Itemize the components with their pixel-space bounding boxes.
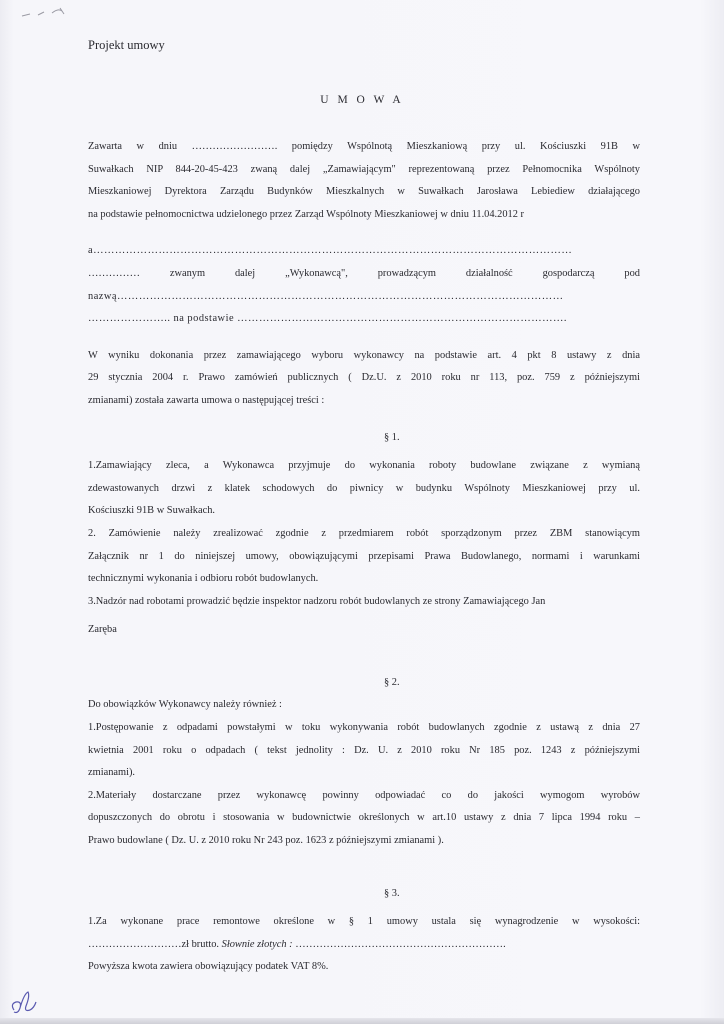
section-2-text: 1.Postępowanie z odpadami powstałymi w toku wykonywania robót budowlanych zgodnie z ustawą z dnia 27 bbox=[88, 722, 640, 734]
section-2-text: 2.Materiały dostarczane przez wykonawcę powinny odpowiadać co do jakości wymogom wyrobów bbox=[88, 789, 640, 801]
preamble-line: W wyniku dokonania przez zamawiającego wyboru wykonawcy na podstawie art. 4 pkt 8 ustawy z dnia bbox=[88, 349, 640, 361]
party-line: ………………….. na podstawie ………………………………………………………………………………. bbox=[88, 313, 567, 325]
document-header: Projekt umowy bbox=[88, 38, 165, 52]
section-3-heading: § 3. bbox=[384, 887, 400, 899]
intro-line: na podstawie pełnomocnictwa udzielonego przez Zarząd Wspólnoty Mieszkaniowej w dniu 11.04.2012 r bbox=[88, 208, 524, 220]
document-title: U M O W A bbox=[320, 94, 404, 106]
section-3-amount-line bbox=[88, 934, 640, 957]
page-edge bbox=[0, 1018, 724, 1024]
section-1-text: Załącznik nr 1 do niniejszej umowy, obowiązującymi przepisami Prawa Budowlanego, normami i warunkami bbox=[88, 550, 640, 562]
party-line: a…………………………………………………………………………………………………………………… bbox=[88, 245, 573, 257]
party-line: nazwą…………………………………………………………………………………………………………… bbox=[88, 290, 564, 302]
section-1-text: Kościuszki 91B w Suwałkach. bbox=[88, 505, 215, 517]
amount-words-label: Słownie złotych : bbox=[221, 938, 293, 950]
section-1-text: zdewastowanych drzwi z klatek schodowych do piwnicy w budynku Wspólnoty Mieszkaniowej przy ul. bbox=[88, 482, 640, 494]
section-1-text: 1.Zamawiający zleca, a Wykonawca przyjmuje do wykonania roboty budowlane związane z wymianą bbox=[88, 460, 640, 472]
section-2-heading: § 2. bbox=[384, 676, 400, 688]
intro-line: Suwałkach NIP 844-20-45-423 zwaną dalej „Zamawiającym" reprezentowaną przez Pełnomocnika Wspólnoty bbox=[88, 163, 640, 175]
section-1-text: technicznymi wykonania i odbioru robót budowlanych. bbox=[88, 573, 319, 585]
section-1-text: Zaręba bbox=[88, 624, 117, 636]
section-2-text: Prawo budowlane ( Dz. U. z 2010 roku Nr 243 poz. 1623 z późniejszymi zmianami ). bbox=[88, 835, 444, 847]
section-1-text: 3.Nadzór nad robotami prowadzić będzie inspektor nadzoru robót budowlanych ze strony Zamawiającego Jan bbox=[88, 595, 546, 607]
section-2-text: zmianami). bbox=[88, 767, 136, 779]
document-body bbox=[88, 136, 640, 979]
scan-mark-icon bbox=[18, 6, 68, 20]
section-1-text: 2. Zamówienie należy zrealizować zgodnie z przedmiarem robót sporządzonym przez ZBM stanowiącym bbox=[88, 527, 640, 539]
amount-field: ………………………zł brutto. bbox=[88, 938, 220, 950]
party-line: …………… zwanym dalej „Wykonawcą", prowadzącym działalność gospodarczą pod bbox=[88, 267, 640, 279]
preamble-line: zmianami) została zawarta umowa o następującej treści : bbox=[88, 394, 325, 406]
section-3-text: 1.Za wykonane prace remontowe określone w § 1 umowy ustala się wynagrodzenie w wysokości: bbox=[88, 916, 640, 928]
intro-line: Zawarta w dniu ……………………. pomiędzy Wspólnotą Mieszkaniową przy ul. Kościuszki 91B w bbox=[88, 141, 640, 152]
amount-words-field: ……………………………………………………. bbox=[295, 938, 506, 950]
section-2-text: kwietnia 2001 roku o odpadach ( tekst jednolity : Dz. U. z 2010 roku Nr 185 poz. 1243 z późniejszymi bbox=[88, 744, 640, 756]
section-1-heading: § 1. bbox=[384, 431, 400, 443]
intro-line: Mieszkaniowej Dyrektora Zarządu Budynków Mieszkalnych w Suwałkach Jarosława Lebiediew działającego bbox=[88, 186, 640, 198]
section-2-text: dopuszczonych do obrotu i stosowania w budownictwie określonych w art.10 ustawy z dnia 7 lipca 1994 roku – bbox=[88, 812, 640, 824]
preamble-line: 29 stycznia 2004 r. Prawo zamówień publicznych ( Dz.U. z 2010 roku nr 113, poz. 759 z późniejszymi bbox=[88, 372, 640, 384]
signature-icon bbox=[8, 988, 42, 1018]
section-2-lead: Do obowiązków Wykonawcy należy również : bbox=[88, 699, 282, 711]
section-3-text: Powyższa kwota zawiera obowiązujący podatek VAT 8%. bbox=[88, 961, 329, 973]
